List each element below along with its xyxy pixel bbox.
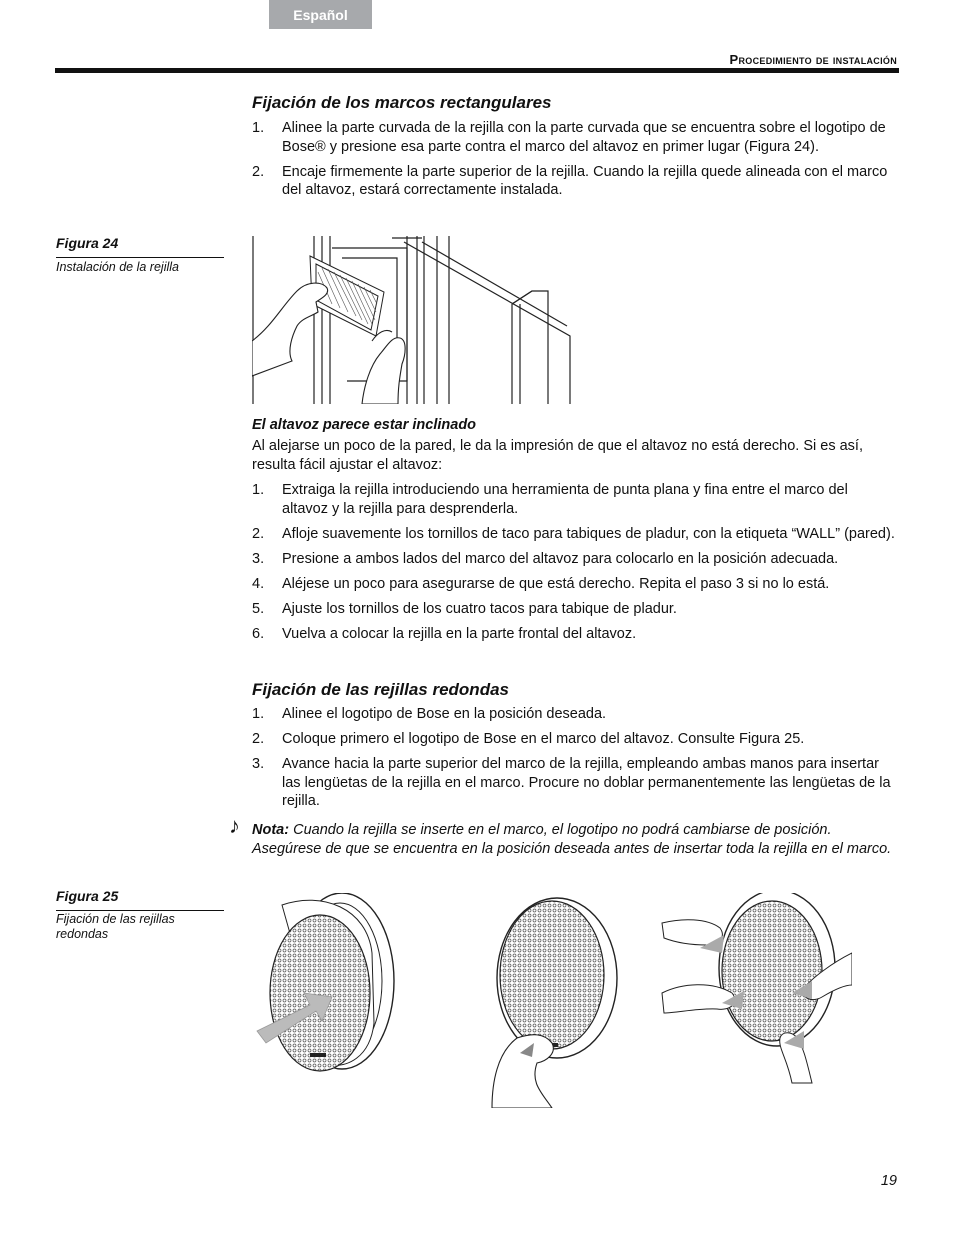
step-number: 1. (252, 706, 265, 722)
round-heading: Fijación de las rejillas redondas (252, 680, 509, 699)
step-text: Presione a ambos lados del marco del altavoz para colocarlo en la posición adecuada. (282, 550, 839, 567)
figure25-label: Figura 25 (56, 888, 119, 904)
figure24-caption: Instalación de la rejilla (56, 260, 179, 274)
step-number: 3. (252, 550, 265, 567)
round-steps (252, 705, 897, 817)
step-text: Coloque primero el logotipo de Bose en el marco del altavoz. Consulte Figura 25. (282, 731, 805, 747)
step-text: Avance hacia la parte superior del marco de la rejilla, empleando ambas manos para insertar las lengüetas de la rejilla en el marco. Procure no doblar permanentemente las lengüetas de la rejilla. (282, 756, 891, 809)
tilted-steps (252, 481, 897, 650)
step-text: Aléjese un poco para asegurarse de que está derecho. Repita el paso 3 si no lo está. (282, 575, 830, 592)
list-item (252, 550, 897, 569)
figure25-caption: Fijación de las rejillas redondas (56, 912, 175, 941)
tilted-intro: Al alejarse un poco de la pared, le da la impresión de que el altavoz no está derecho. Si es así, resulta fácil ajustar el altavoz: (252, 438, 863, 473)
music-note-icon: ♪ (229, 813, 240, 838)
list-item (252, 525, 897, 544)
note (252, 821, 897, 858)
rect-steps (252, 119, 897, 206)
list-item (252, 755, 897, 811)
list-item (252, 600, 897, 619)
step-text: Ajuste los tornillos de los cuatro tacos para tabique de pladur. (282, 600, 677, 617)
figure25-illustration (252, 893, 852, 1108)
step-number: 3. (252, 756, 265, 772)
list-item (252, 163, 897, 200)
figure25-rule (56, 910, 224, 911)
step-number: 2. (252, 163, 265, 180)
tilted-heading: El altavoz parece estar inclinado (252, 417, 477, 433)
figure24-rule (56, 257, 224, 258)
list-item (252, 625, 897, 644)
note-label: Nota: (252, 822, 290, 838)
fig25-panel-3 (662, 893, 852, 1083)
step-text: Alinee el logotipo de Bose en la posición deseada. (282, 706, 607, 722)
step-number: 4. (252, 575, 265, 592)
step-number: 1. (252, 120, 265, 136)
figure24-illustration (252, 236, 574, 404)
step-text: Extraiga la rejilla introduciendo una herramienta de punta plana y fina entre el marco del altavoz y la rejilla para desprenderla. (282, 482, 848, 517)
figure24-label: Figura 24 (56, 235, 119, 251)
list-item (252, 575, 897, 594)
step-number: 2. (252, 525, 265, 542)
step-text: Vuelva a colocar la rejilla en la parte frontal del altavoz. (282, 625, 637, 642)
header-rule (55, 68, 899, 73)
list-item (252, 481, 897, 518)
page-number: 19 (880, 1173, 897, 1189)
step-text: Afloje suavemente los tornillos de taco para tabiques de pladur, con la etiqueta “WALL” (pared). (282, 525, 895, 542)
list-item (252, 705, 897, 724)
list-item (252, 119, 897, 156)
language-tab[interactable]: Español (269, 0, 372, 29)
section-header: Procedimiento de instalación (729, 52, 897, 67)
step-number: 5. (252, 600, 265, 617)
note-text: Cuando la rejilla se inserte en el marco, el logotipo no podrá cambiarse de posición. Asegúrese de que se encuentra en la posición deseada antes de insertar toda la rejilla en el marco. (252, 822, 892, 857)
step-number: 6. (252, 625, 265, 642)
step-text: Encaje firmemente la parte superior de la rejilla. Cuando la rejilla quede alineada con el marco del altavoz, estará correctamente instalada. (282, 163, 888, 198)
rect-heading: Fijación de los marcos rectangulares (252, 93, 552, 112)
list-item (252, 730, 897, 749)
step-number: 1. (252, 482, 265, 498)
step-text: Alinee la parte curvada de la rejilla con la parte curvada que se encuentra sobre el logotipo de Bose® y presione esa parte contra el marco del altavoz en primer lugar (Figura 24). (282, 120, 886, 155)
fig25-panel-2 (492, 898, 617, 1108)
fig25-panel-1 (257, 893, 394, 1071)
step-number: 2. (252, 731, 265, 747)
